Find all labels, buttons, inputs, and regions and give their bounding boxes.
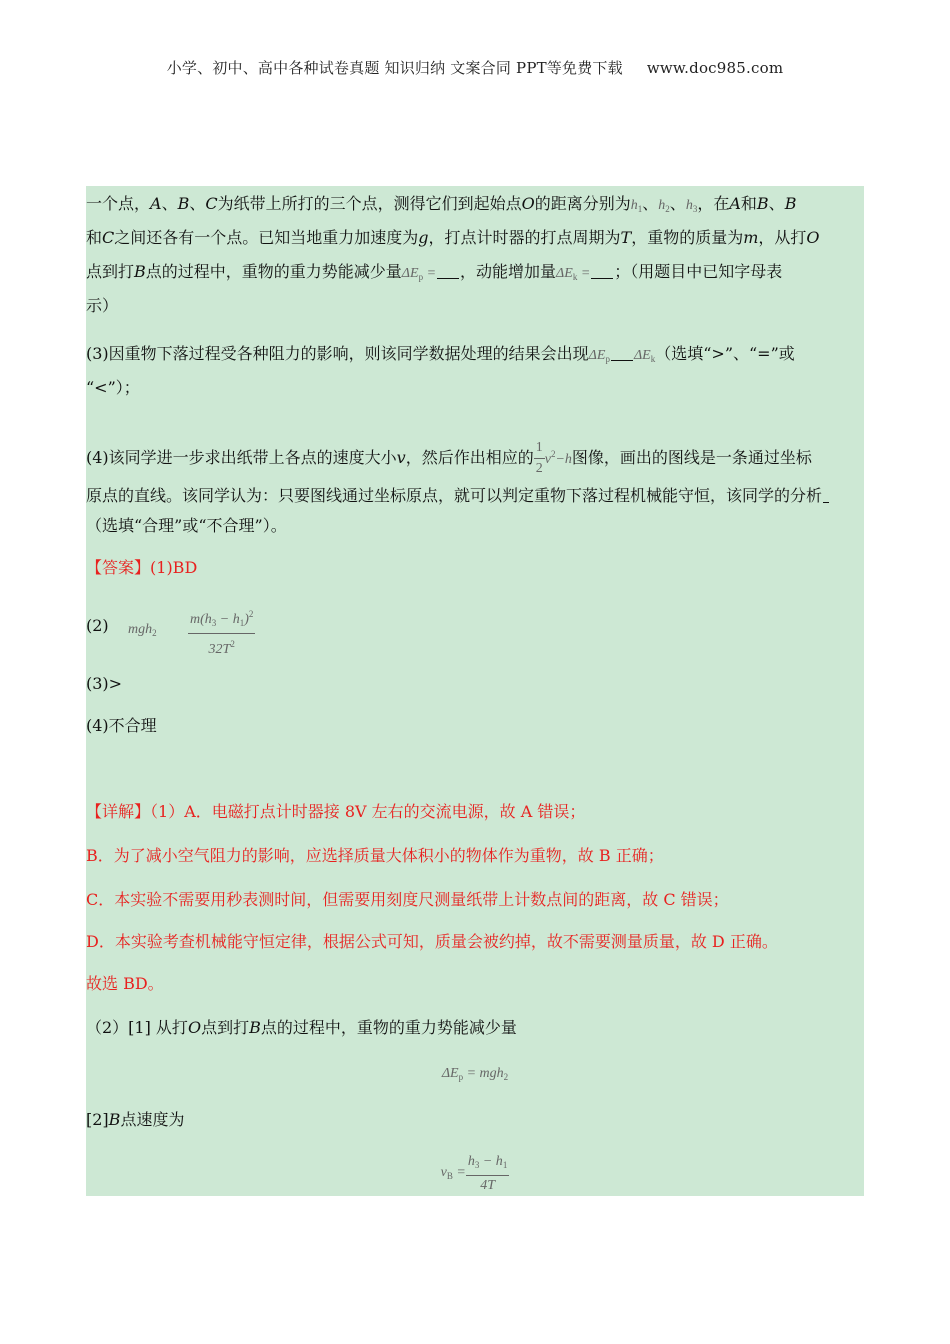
var-a: A: [150, 194, 162, 213]
text: 、: [189, 194, 206, 213]
num-part: m(h: [190, 612, 212, 627]
text: 、: [161, 194, 178, 213]
math-h2: [658, 198, 670, 213]
equals: =: [580, 266, 591, 281]
answer-2-first: [128, 620, 157, 643]
lhs: ΔE: [441, 1066, 459, 1081]
h3-sub: 3: [692, 204, 698, 214]
math-delta-ep: [402, 266, 436, 281]
answer-1: (1)BD: [150, 558, 198, 577]
answer-blank: [437, 264, 459, 279]
detail-label: 【详解】: [86, 802, 151, 821]
mgh-sub: 2: [152, 628, 157, 638]
text: 和: [740, 194, 757, 213]
text: （1）A．电磁打点计时器接 8V 左右的交流电源，故 A 错误；: [150, 802, 586, 821]
h2: h: [658, 198, 666, 213]
text: 点到打: [201, 1018, 250, 1037]
detail-part-2: [86, 1018, 864, 1038]
var-b: B: [108, 1110, 121, 1129]
text: 、: [642, 194, 659, 213]
question-4-line-3: （选填“合理”或“不合理”）。: [86, 516, 287, 535]
text: 图像，画出的图线是一条通过坐标: [571, 448, 812, 467]
num-sub: 3: [211, 618, 217, 628]
text: ，打点计时器的打点周期为: [428, 228, 621, 247]
answer-blank: [823, 488, 829, 503]
equals: =: [426, 266, 437, 281]
text: (3)因重物下落过程受各种阻力的影响，则该同学数据处理的结果会出现: [86, 344, 589, 363]
page-header: [0, 57, 950, 78]
math-eq: [442, 1066, 508, 1081]
text: 之间还各有一个点。已知当地重力加速度为: [114, 228, 419, 247]
frac-den: 4T: [480, 1178, 495, 1193]
text: ，动能增加量: [460, 262, 557, 281]
text: 为纸带上所打的三个点，测得它们到起始点: [217, 194, 522, 213]
var-b: B: [177, 194, 190, 213]
var-o: O: [806, 228, 820, 247]
answer-blank: [591, 264, 613, 279]
equals: =: [463, 1066, 480, 1081]
question-4-line-2: [86, 486, 864, 506]
equation-vb: [86, 1152, 864, 1192]
header-url: www.doc985.com: [646, 59, 784, 77]
text: ；（用题目中已知字母表: [614, 262, 783, 281]
h1-sub: 1: [637, 204, 643, 214]
text: 点的过程中，重物的重力势能减少量: [145, 262, 402, 281]
frac-num: [466, 1152, 509, 1176]
delta-ek: ΔE: [633, 348, 651, 363]
text: ，在: [697, 194, 730, 213]
delta-ep: ΔE: [401, 266, 419, 281]
detail-part-3: [86, 1110, 864, 1130]
question-line-2: [86, 228, 864, 248]
text: 点到打: [86, 262, 135, 281]
text: ，重物的质量为: [631, 228, 744, 247]
var-a: A: [729, 194, 741, 213]
math-h1: [631, 198, 643, 213]
v-sup: 2: [550, 449, 556, 459]
var-o: O: [521, 194, 535, 213]
equation-delta-ep: [86, 1062, 864, 1087]
answer-line-3: (3)>: [86, 674, 123, 693]
math-delta-ek: [634, 348, 655, 363]
lhs: v: [440, 1164, 447, 1180]
detail-line-5: 故选 BD。: [86, 974, 164, 993]
equals: =: [452, 1164, 466, 1180]
question-3-line-2: “<”）；: [86, 378, 140, 397]
frac-den: [188, 634, 255, 660]
num-sub: 3: [474, 1160, 480, 1170]
question-line-1: [86, 194, 864, 219]
text: ，然后作出相应的: [405, 448, 534, 467]
var-m: m: [743, 228, 759, 247]
answer-2-second-fraction: [188, 604, 255, 660]
h2-sub: 2: [665, 204, 670, 214]
delta-ep-sub: p: [418, 272, 424, 282]
den-sup: 2: [230, 639, 235, 649]
question-line-3: [86, 262, 864, 287]
question-3-line-1: [86, 344, 864, 369]
answer-2-label: (2): [86, 616, 109, 635]
rhs: mgh: [479, 1066, 504, 1081]
num-part: ): [244, 612, 249, 627]
var-c: C: [102, 228, 115, 247]
math-delta-ep: [589, 348, 610, 363]
frac-num: [188, 604, 255, 634]
fraction-one-half: [534, 438, 545, 479]
delta-ek: ΔE: [556, 266, 573, 281]
vb-fraction: [466, 1152, 509, 1196]
math-h3: [686, 198, 698, 213]
var-b: B: [134, 262, 146, 281]
delta-ep-sub: p: [605, 354, 610, 364]
content-area: [86, 186, 864, 1196]
lhs-sub: B: [446, 1170, 453, 1181]
mgh: mgh: [128, 622, 153, 637]
delta-ek-sub: k: [572, 272, 578, 282]
detail-line-2: B．为了减小空气阻力的影响，应选择质量大体积小的物体作为重物，故 B 正确；: [86, 846, 664, 865]
delta-ek-sub: k: [650, 354, 656, 364]
num-sup: 2: [248, 609, 254, 619]
rhs-sub: 2: [503, 1072, 509, 1082]
text: 的距离分别为: [534, 194, 631, 213]
h1: h: [630, 198, 638, 213]
var-b: B: [249, 1018, 261, 1037]
answer-line-4: (4)不合理: [86, 716, 157, 735]
text: 、: [669, 194, 686, 213]
math-vb: [441, 1165, 466, 1180]
delta-ep: ΔE: [588, 348, 606, 363]
text: 、: [768, 194, 785, 213]
text: 和: [86, 228, 103, 247]
var-g: g: [418, 228, 429, 247]
var-b: B: [756, 194, 769, 213]
num-sub: 1: [502, 1160, 508, 1170]
text: 点速度为: [120, 1110, 185, 1129]
detail-line-1: [86, 802, 864, 822]
var-o: O: [187, 1018, 202, 1037]
frac-den: 2: [535, 461, 543, 476]
answer-line-1: [86, 558, 864, 578]
num-sub: 1: [239, 618, 245, 628]
header-text: 小学、初中、高中各种试卷真题 知识归纳 文案合同 PPT等免费下载: [166, 59, 623, 77]
question-4-line-1: [86, 438, 864, 479]
answer-line-2: [86, 604, 864, 657]
math-v2-h: [544, 449, 572, 467]
math-delta-ek: [556, 266, 590, 281]
var-b: B: [784, 194, 797, 213]
text: 点的过程中，重物的重力势能减少量: [260, 1018, 517, 1037]
text: [2]: [86, 1110, 109, 1129]
num-part: h: [467, 1154, 475, 1169]
num-part: − h: [216, 612, 240, 627]
text: （选填“>”、“=”或: [655, 344, 795, 363]
answer-label: 【答案】: [86, 558, 151, 577]
question-line-4: 示）: [86, 296, 119, 315]
num-part: − h: [479, 1154, 503, 1169]
var-t: T: [620, 228, 632, 247]
v: v: [544, 452, 551, 467]
frac-num: 1: [534, 438, 545, 459]
den-part: 32T: [208, 642, 231, 657]
lhs-sub: p: [458, 1072, 464, 1082]
minus: −: [555, 452, 565, 467]
detail-line-4: D．本实验考查机械能守恒定律，根据公式可知，质量会被约掉，故不需要测量质量，故 D 正确。: [86, 932, 778, 951]
text: (4)该同学进一步求出纸带上各点的速度大小: [86, 448, 397, 467]
text: ，从打: [758, 228, 807, 247]
detail-line-3: C．本实验不需要用秒表测时间，但需要用刻度尺测量纸带上计数点间的距离，故 C 错误；: [86, 890, 729, 909]
h: h: [564, 452, 572, 467]
var-v: v: [396, 448, 406, 467]
var-c: C: [205, 194, 218, 213]
text: 一个点，: [86, 194, 151, 213]
text: （2）[1] 从打: [86, 1018, 188, 1037]
answer-blank: [611, 346, 633, 361]
text: 原点的直线。该同学认为：只要图线通过坐标原点，就可以判定重物下落过程机械能守恒，该同学的分析: [86, 486, 823, 505]
h3: h: [685, 198, 693, 213]
